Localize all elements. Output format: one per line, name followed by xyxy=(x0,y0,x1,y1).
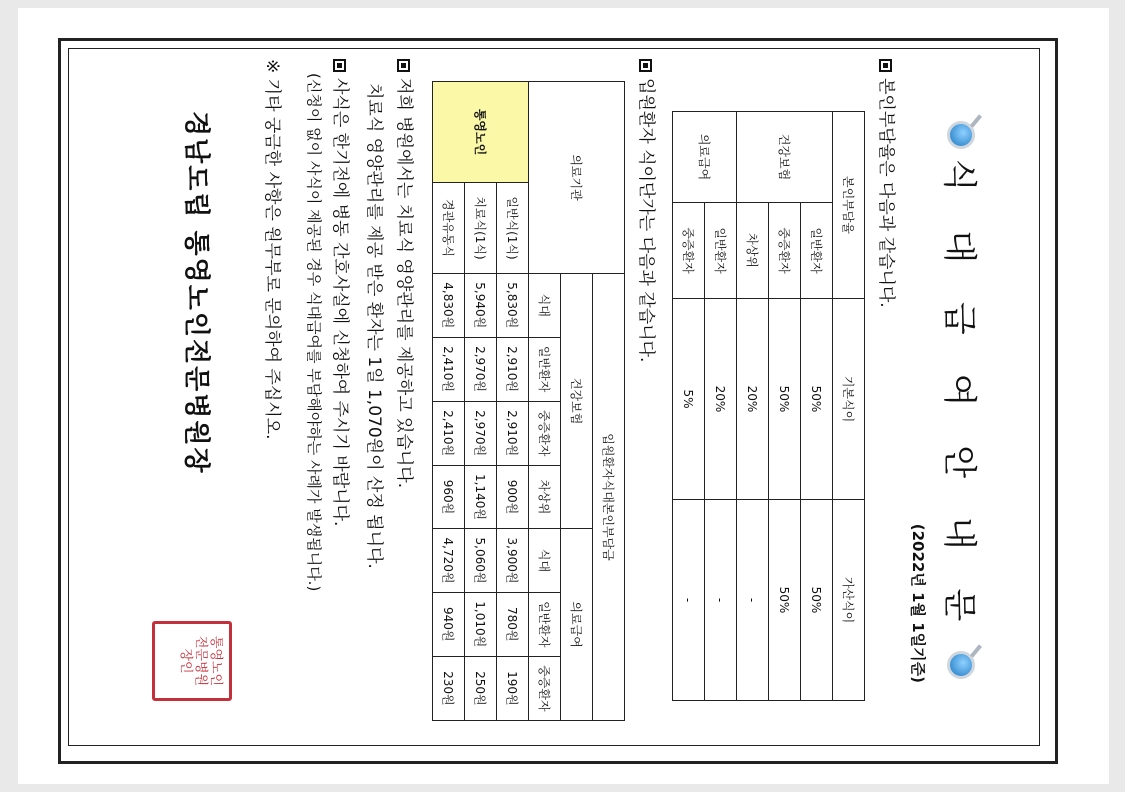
section1-heading: 본인부담율은 다음과 같습니다. xyxy=(875,59,897,308)
official-seal-icon: 통영노인 전문병원 장인 xyxy=(152,621,232,701)
table-row: 본인부담율 기본식이 가산식이 xyxy=(833,112,865,701)
document-title: 식 대 급 여 안 내 문 xyxy=(939,158,979,636)
bullet-square-icon xyxy=(640,59,653,72)
table-row: 건강보험 의료급여 xyxy=(561,82,593,721)
table-row: 식대 일반환자 중증환자 차상위 식대 일반환자 중증환자 xyxy=(529,82,561,721)
bullet-square-icon xyxy=(334,59,347,72)
bullet-square-icon xyxy=(398,59,411,72)
scanned-sheet xyxy=(18,8,1109,784)
date-note: (2022년 1월 1일기준) xyxy=(909,523,927,683)
table-row: 의료급여 일반환자 20% - xyxy=(705,112,737,701)
table-row: 치료식(1식) 5,940원 2,970원 2,970원 1,140원 5,060원 1,010원 250원 xyxy=(465,82,497,721)
rate-table xyxy=(672,111,865,701)
table-row: 중증환자 5% - xyxy=(673,112,705,701)
table-row: 통영노인 일반식(1식) 5,830원 2,910원 2,910원 900원 3,900원 780원 190원 xyxy=(497,82,529,721)
meal-price-table xyxy=(432,81,625,721)
hospital-name: 경남도립 통영노인전문병원장 xyxy=(181,111,211,475)
table-row: 차상위 20% - xyxy=(737,112,769,701)
table-row: 의료기관 입원환자식대본인부담금 xyxy=(593,82,625,721)
note-1-detail: 치료식 영양관리를 제공 받은 환자는 1일 1,070원이 산정 됩니다. xyxy=(364,83,384,569)
table-row: 건강보험 일반환자 50% 50% xyxy=(801,112,833,701)
bullet-square-icon xyxy=(880,59,893,72)
institution-cell: 통영노인 xyxy=(433,82,529,183)
section2-heading: 입원환자 식이단가는 다음과 같습니다. xyxy=(635,59,657,362)
note-3: ※ 기타 궁금한 사항은 원무부로 문의하여 주십시오. xyxy=(262,59,282,440)
note-2: 사식은 한기전에 병동 간호사실에 신청하여 주시기 바랍니다. xyxy=(330,59,355,526)
note-1: 저희 병원에서는 치료식 영양관리를 제공하고 있습니다. xyxy=(394,59,419,488)
note-2-detail: (신청이 없이 사식이 제공된 경우 식대급여를 부담해야하는 사례가 발생됩니다.) xyxy=(305,73,323,592)
table-row: 중증환자 50% 50% xyxy=(769,112,801,701)
rotated-document xyxy=(67,51,1037,743)
table-row: 경관유동식 4,830원 2,410원 2,410원 960원 4,720원 940원 230원 xyxy=(433,82,465,721)
